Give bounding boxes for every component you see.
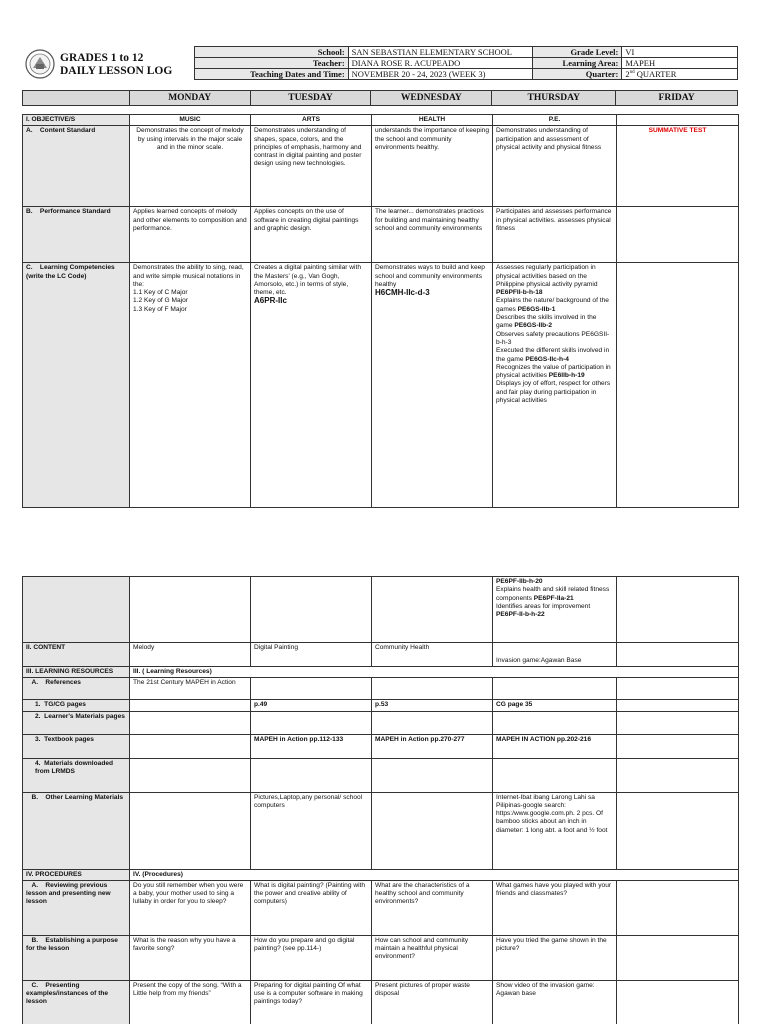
learning-resources-value: III. ( Learning Resources) <box>130 667 739 678</box>
procedures-row <box>23 869 739 880</box>
performance-standard-label: B. Performance Standard <box>23 207 130 263</box>
other-materials-label: B. Other Learning Materials <box>23 792 130 869</box>
presenting-pe: Show video of the invasion game: Agawan base <box>493 980 617 1024</box>
performance-standard-arts: Applies concepts on the use of software in creating digital paintings and graphic design. <box>251 207 372 263</box>
other-materials-pe: Internet-Ibat ibang Larong Lahi sa Pilipinas-google search: https:/www.google.com.ph. 2 pcs. Of bamboo sticks about an inch in diameter: 1 long abt. a foot and ½ foot <box>493 792 617 869</box>
textbook-pe: MAPEH IN ACTION pp.202-216 <box>493 734 617 758</box>
learning-resources-row <box>23 667 739 678</box>
learner-materials-label: 2. Learner's Materials pages <box>23 711 130 734</box>
arts-lc-code: A6PR-IIc <box>254 296 287 306</box>
learner-materials-row <box>23 711 739 734</box>
subject-header-row <box>23 115 739 126</box>
competencies-row <box>23 263 739 508</box>
tg-pages-row <box>23 700 739 711</box>
reviewing-health: What are the characteristics of a healthy school and community environments? <box>372 880 493 935</box>
tg-pages-label: 1. TG/CG pages <box>23 700 130 711</box>
teacher-label: Teacher: <box>195 58 349 69</box>
day-friday: FRIDAY <box>616 91 738 106</box>
deped-seal-icon <box>22 48 58 80</box>
content-health: Community Health <box>372 643 493 667</box>
quarter-value: 2nd QUARTER <box>622 69 738 80</box>
competencies-label: C. Learning Competencies (write the LC Code) <box>23 263 130 508</box>
objectives-label: I. OBJECTIVE/S <box>23 115 130 126</box>
area-label: Learning Area: <box>532 58 622 69</box>
teacher-value: DIANA ROSE R. ACUPEADO <box>348 58 532 69</box>
days-header-row <box>22 90 738 106</box>
tg-pages-arts: p.49 <box>251 700 372 711</box>
subject-pe: P.E. <box>493 115 617 126</box>
establishing-label: B. Establishing a purpose for the lesson <box>23 935 130 980</box>
content-standard-row <box>23 126 739 207</box>
content-standard-health: understands the importance of keeping the school and community environments healthy. <box>372 126 493 207</box>
references-label: A. References <box>23 678 130 700</box>
tg-pages-health: p.53 <box>372 700 493 711</box>
other-materials-arts: Pictures,Laptop,any personal/ school computers <box>251 792 372 869</box>
content-standard-label: A. Content Standard <box>23 126 130 207</box>
textbook-arts: MAPEH in Action pp.112-133 <box>251 734 372 758</box>
dates-label: Teaching Dates and Time: <box>195 69 349 80</box>
objectives-table <box>22 114 739 508</box>
grade-value: VI <box>622 47 738 58</box>
content-pe: Invasion game:Agawan Base <box>493 643 617 667</box>
establishing-health: How can school and community maintain a healthful physical environment? <box>372 935 493 980</box>
competencies-health: Demonstrates ways to build and keep school and community environments healthy H6CMH-IIc-d-3 <box>372 263 493 508</box>
subject-music: MUSIC <box>130 115 251 126</box>
info-table <box>194 46 738 80</box>
lrmds-label: 4. Materials downloaded from LRMDS <box>23 758 130 792</box>
tg-pages-pe: CG page 35 <box>493 700 617 711</box>
textbook-pages-label: 3. Textbook pages <box>23 734 130 758</box>
school-value: SAN SEBASTIAN ELEMENTARY SCHOOL <box>348 47 532 58</box>
content-standard-music: Demonstrates the concept of melody by using intervals in the major scale and in the minor scale. <box>130 126 251 207</box>
establishing-arts: How do you prepare and go digital painting? (see pp.114-) <box>251 935 372 980</box>
competencies-arts: Creates a digital painting similar with the Masters' (e.g., Van Gogh, Amorsolo, etc.) in terms of style, theme, etc. A6PR-IIc <box>251 263 372 508</box>
quarter-label: Quarter: <box>532 69 622 80</box>
subject-arts: ARTS <box>251 115 372 126</box>
other-materials-row <box>23 792 739 869</box>
presenting-label: C. Presenting examples/instances of the lesson <box>23 980 130 1024</box>
references-row <box>23 678 739 700</box>
summative-test: SUMMATIVE TEST <box>617 126 739 207</box>
performance-standard-pe: Participates and assesses performance in physical activities. assesses physical fitness <box>493 207 617 263</box>
establishing-pe: Have you tried the game shown in the picture? <box>493 935 617 980</box>
title-line2: DAILY LESSON LOG <box>60 65 173 77</box>
performance-standard-music: Applies learned concepts of melody and other elements to composition and performance. <box>130 207 251 263</box>
content-label: II. CONTENT <box>23 643 130 667</box>
content-standard-pe: Demonstrates understanding of participation and assessment of physical activity and physical fitness <box>493 126 617 207</box>
procedures-label: IV. PROCEDURES <box>23 869 130 880</box>
lrmds-row <box>23 758 739 792</box>
day-wednesday: WEDNESDAY <box>371 91 492 106</box>
reviewing-pe: What games have you played with your friends and classmates? <box>493 880 617 935</box>
presenting-health: Present pictures of proper waste disposal <box>372 980 493 1024</box>
competencies-pe: Assesses regularly participation in physical activities based on the Philippine physical activity pyramid PE6PFII-b-h-18 Explains the nature/ background of the games PE6GS-IIb-1 Describes the skills involved in the game PE6GS-IIb-2 Observes safety precautions PE6GSII-b-h-3 Executed the different skills involved in the game PE6GS-IIc-h-4 Recognizes the value of participation in physical activities PE6IIb-h-19 Displays joy of effort, respect for others and fair play during participation in physical activities <box>493 263 617 508</box>
day-tuesday: TUESDAY <box>250 91 371 106</box>
learning-resources-label: III. LEARNING RESOURCES <box>23 667 130 678</box>
document-title <box>60 52 172 78</box>
references-music: The 21st Century MAPEH in Action <box>130 678 251 700</box>
competencies-pe-continued: PE6PF-IIb-h-20 Explains health and skill related fitness components PE6PF-IIa-21 Identifies areas for improvement PE6PF-II-b-h-22 <box>493 577 617 643</box>
page-break <box>0 508 768 576</box>
reviewing-music: Do you still remember when you were a baby, your mother used to sing a lullaby in order for you to sleep? <box>130 880 251 935</box>
days-corner-cell <box>23 91 130 106</box>
performance-standard-friday <box>617 207 739 263</box>
presenting-row <box>23 980 739 1024</box>
title-line1: GRADES 1 to 12 <box>60 52 144 64</box>
competencies-continued-row <box>23 577 739 643</box>
textbook-health: MAPEH in Action pp.270-277 <box>372 734 493 758</box>
reviewing-arts: What is digital painting? (Painting with the power and creative ability of computers) <box>251 880 372 935</box>
competencies-friday <box>617 263 739 508</box>
establishing-row <box>23 935 739 980</box>
subject-health: HEALTH <box>372 115 493 126</box>
establishing-music: What is the reason why you have a favorite song? <box>130 935 251 980</box>
reviewing-row <box>23 880 739 935</box>
area-value: MAPEH <box>622 58 738 69</box>
day-monday: MONDAY <box>129 91 250 106</box>
performance-standard-health: The learner... demonstrates practices for building and maintaining healthy school and community environments <box>372 207 493 263</box>
content-standard-arts: Demonstrates understanding of shapes, space, colors, and the principles of emphasis, harmony and contrast in digital painting and poster design using new technologies. <box>251 126 372 207</box>
health-lc-code: H6CMH-IIc-d-3 <box>375 288 430 298</box>
subject-friday <box>617 115 739 126</box>
lesson-log-header <box>22 44 738 82</box>
reviewing-label: A. Reviewing previous lesson and presenting new lesson <box>23 880 130 935</box>
content-row <box>23 643 739 667</box>
competencies-music: Demonstrates the ability to sing, read, and write simple musical notations in the: 1.1 Key of C Major 1.2 Key of G Major 1.3 Key of F Major <box>130 263 251 508</box>
grade-label: Grade Level: <box>532 47 622 58</box>
performance-standard-row <box>23 207 739 263</box>
textbook-pages-row <box>23 734 739 758</box>
content-music: Melody <box>130 643 251 667</box>
procedures-value: IV. (Procedures) <box>130 869 739 880</box>
content-arts: Digital Painting <box>251 643 372 667</box>
presenting-music: Present the copy of the song. “With a Little help from my friends” <box>130 980 251 1024</box>
content-procedures-table <box>22 576 739 1024</box>
school-label: School: <box>195 47 349 58</box>
day-thursday: THURSDAY <box>492 91 616 106</box>
dates-value: NOVEMBER 20 - 24, 2023 (WEEK 3) <box>348 69 532 80</box>
presenting-arts: Preparing for digital painting Of what use is a computer software in making paintings today? <box>251 980 372 1024</box>
